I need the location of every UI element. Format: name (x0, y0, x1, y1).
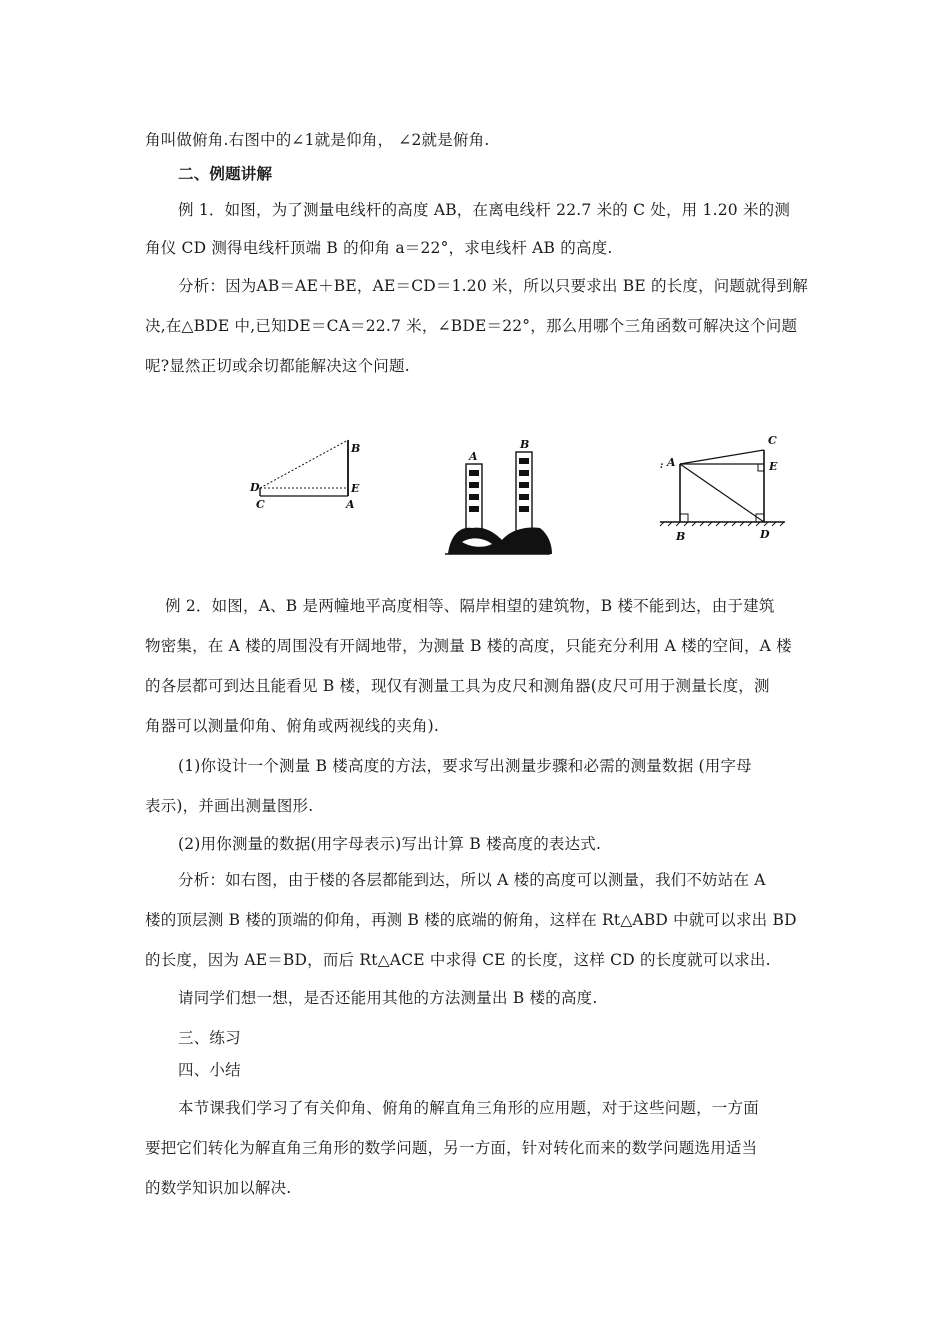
example1-analysis-line1: 分析：因为AB＝AE＋BE，AE＝CD＝1.20 米，所以只要求出 BE 的长度，问题就得到解 (178, 277, 808, 295)
fig3-label-e: E (769, 460, 778, 473)
fig3-label-c: C (768, 434, 777, 447)
example2-text-line3: 的各层都可到达且能看见 B 楼，现仅有测量工具为皮尺和测角器(皮尺可用于测量长度，测 (145, 677, 770, 695)
example2-think: 请同学们想一想，是否还能用其他的方法测量出 B 楼的高度. (178, 989, 598, 1007)
section-heading-summary: 四、小结 (178, 1061, 241, 1079)
example1-text-line1: 例 1．如图，为了测量电线杆的高度 AB，在离电线杆 22.7 米的 C 处，用 1.20 米的测 (178, 201, 791, 219)
example2-analysis-line3: 的长度，因为 AE＝BD，而后 Rt△ACE 中求得 CE 的长度，这样 CD 的长度就可以求出. (145, 951, 771, 969)
fig2-building-b (516, 452, 532, 534)
fig3-label-a: A (667, 456, 676, 469)
fig3-line-ac (680, 450, 764, 464)
fig2-window (519, 482, 529, 488)
summary-line3: 的数学知识加以解决. (145, 1179, 292, 1197)
fig1-label-b: B (351, 442, 361, 455)
figure2-buildings (445, 438, 552, 554)
summary-line1: 本节课我们学习了有关仰角、俯角的解直角三角形的应用题，对于这些问题，一方面 (178, 1099, 759, 1117)
fig3-label-d: D (760, 528, 770, 541)
fig3-dots: : (660, 461, 664, 471)
fig1-sight-line-db (260, 440, 348, 488)
fig2-window (519, 470, 529, 476)
fig2-terrain (448, 528, 552, 555)
example2-analysis-line2: 楼的顶层测 B 楼的顶端的仰角，再测 B 楼的底端的俯角，这样在 Rt△ABD 中就可以求出 BD (145, 911, 797, 929)
example2-question1-line2: 表示)，并画出测量图形. (145, 797, 314, 815)
fig2-label-a: A (469, 450, 478, 463)
fig1-label-a: A (346, 498, 355, 511)
fig2-window (519, 458, 529, 464)
section-heading-practice: 三、练习 (178, 1029, 241, 1047)
example1-text-line2: 角仪 CD 测得电线杆顶端 B 的仰角 a＝22°，求电线杆 AB 的高度. (145, 239, 613, 257)
example2-text-line2: 物密集，在 A 楼的周围没有开阔地带，为测量 B 楼的高度，只能充分利用 A 楼的空间，A 楼 (145, 637, 792, 655)
example2-text-line4: 角器可以测量仰角、俯角或两视线的夹角). (145, 717, 439, 735)
fig2-window (519, 506, 529, 512)
fig2-window (469, 470, 479, 476)
example1-analysis-line3: 呢?显然正切或余切都能解决这个问题. (145, 357, 410, 375)
example2-question1-line1: (1)你设计一个测量 B 楼高度的方法，要求写出测量步骤和必需的测量数据 (用字母 (178, 757, 752, 775)
fig3-line-ad (680, 464, 764, 522)
figure3-measurement (660, 434, 785, 543)
example2-question2: (2)用你测量的数据(用字母表示)写出计算 B 楼高度的表达式. (178, 835, 602, 853)
example2-text-line1: 例 2．如图，A、B 是两幢地平高度相等、隔岸相望的建筑物，B 楼不能到达，由于建筑 (165, 597, 775, 615)
fig1-label-d: D (250, 481, 260, 494)
intro-text: 角叫做俯角.右图中的∠1就是仰角， ∠2就是俯角. (145, 131, 490, 149)
fig3-right-angle-e (758, 464, 764, 471)
section-heading-examples: 二、例题讲解 (178, 164, 273, 183)
example1-analysis-line2: 决,在△BDE 中,已知DE＝CA＝22.7 米，∠BDE＝22°，那么用哪个三角函数可解决这个问题 (145, 317, 798, 335)
figure1-pole-elevation (249, 440, 360, 511)
fig2-label-b: B (520, 438, 530, 451)
fig2-window (519, 494, 529, 500)
fig2-window (469, 494, 479, 500)
fig2-window (469, 482, 479, 488)
fig3-right-angle-b (680, 514, 688, 522)
figures-row (240, 430, 810, 560)
fig1-label-e: E (351, 482, 360, 495)
summary-line2: 要把它们转化为解直角三角形的数学问题，另一方面，针对转化而来的数学问题选用适当 (145, 1139, 758, 1157)
fig1-label-c: C (256, 498, 265, 511)
fig2-window (469, 506, 479, 512)
example2-analysis-line1: 分析：如右图，由于楼的各层都能到达，所以 A 楼的高度可以测量，我们不妨站在 A (178, 871, 766, 889)
fig3-label-b: B (676, 530, 686, 543)
